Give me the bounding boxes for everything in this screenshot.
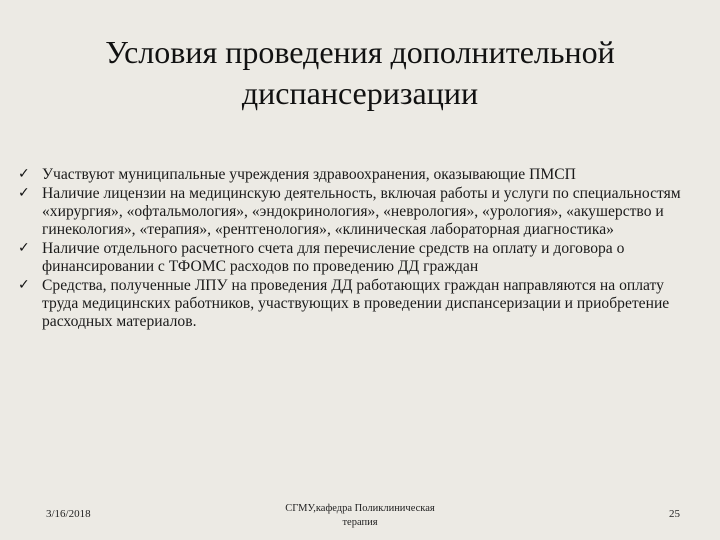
bullet-text: Наличие лицензии на медицинскую деятельность, включая работы и услуги по специальностям «хирургия», «офтальмология», «эндокринология», «неврология», «урология», «акушерство и гинекология», «терапия», «рентгенология», «клиническая лабораторная диагностика» — [42, 185, 681, 238]
bullet-item — [18, 277, 703, 331]
slide-title-line-2: диспансеризации — [241, 75, 479, 111]
checkmark-icon: ✓ — [18, 185, 30, 202]
slide-title-line-1: Условия проведения дополнительной — [105, 34, 615, 70]
bullet-item — [18, 166, 703, 184]
bullet-item — [18, 240, 703, 276]
checkmark-icon: ✓ — [18, 277, 30, 293]
footer-organization-line-2: терапия — [342, 517, 378, 528]
bullet-text: Средства, полученные ЛПУ на проведения ДД работающих граждан направляются на оплату труда медицинских работников, участвующих в проведении диспансеризации и приобретение расходных материалов. — [42, 277, 670, 330]
checkmark-icon: ✓ — [18, 240, 30, 256]
slide-title — [40, 32, 680, 114]
bullet-item — [18, 185, 703, 239]
bullet-text: Участвуют муниципальные учреждения здравоохранения, оказывающие ПМСП — [42, 166, 576, 183]
footer-organization-line-1: СГМУ,кафедра Поликлиническая — [285, 503, 435, 514]
footer-organization — [255, 502, 465, 530]
footer-date: 3/16/2018 — [46, 508, 91, 520]
bullet-text: Наличие отдельного расчетного счета для перечисление средств на оплату и договора о финансировании с ТФОМС расходов по проведению ДД граждан — [42, 240, 625, 275]
bullet-list — [18, 166, 703, 332]
page-number: 25 — [669, 508, 680, 520]
checkmark-icon: ✓ — [18, 166, 30, 182]
